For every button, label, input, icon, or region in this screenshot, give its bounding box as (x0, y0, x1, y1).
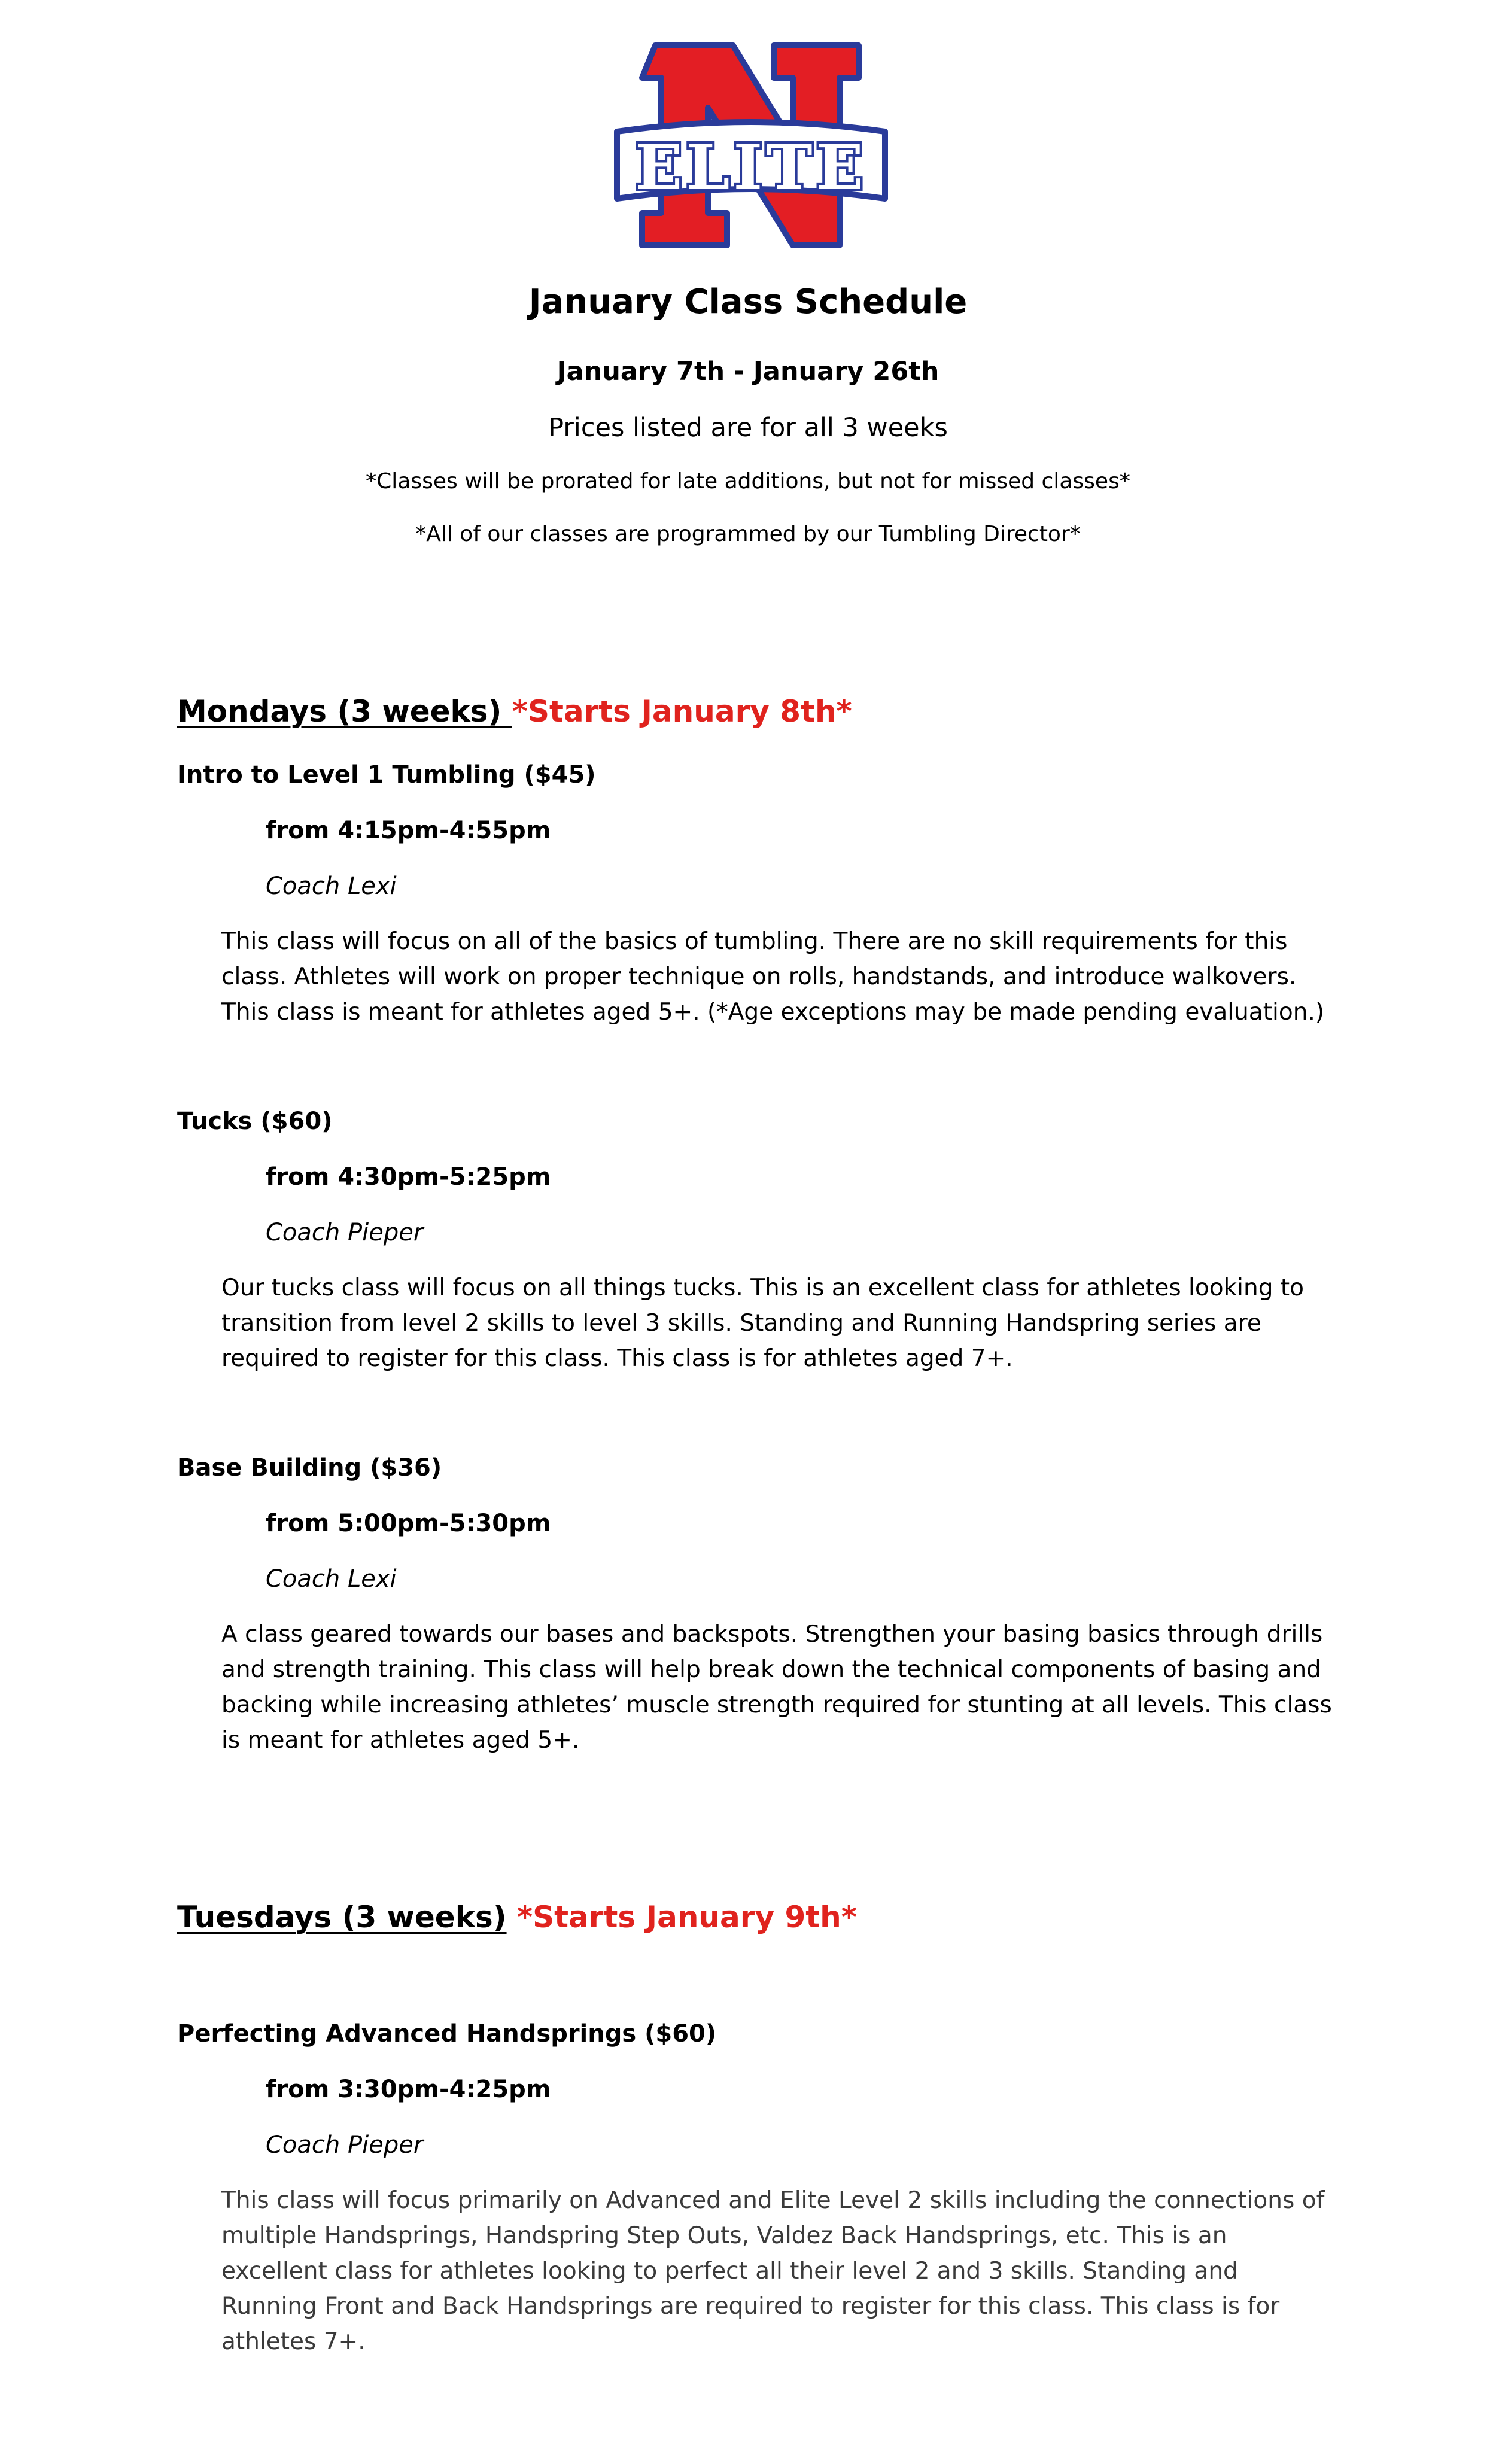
day-label: Tuesdays (3 weeks) (177, 1900, 507, 1934)
class-description: This class will focus primarily on Advanced and Elite Level 2 skills including the connections of multiple Handsprings, Handspring Step Outs, Valdez Back Handsprings, etc. This is an excellent class for athletes looking to perfect all their level 2 and 3 skills. Standing and Running Front and Back Handsprings are required to register for this class. This class is for athletes 7+. (221, 2187, 1325, 2355)
class-coach: Coach Pieper (266, 1219, 424, 1246)
class-name: Tucks ($60) (177, 1108, 333, 1135)
day-label: Mondays (3 weeks) (177, 694, 512, 729)
class-name: Perfecting Advanced Handsprings ($60) (177, 2020, 717, 2048)
class-coach: Coach Lexi (266, 872, 397, 900)
class-coach: Coach Pieper (266, 2131, 424, 2159)
class-name: Base Building ($36) (177, 1454, 442, 1482)
class-time: from 4:15pm-4:55pm (266, 817, 551, 844)
start-note: *Starts January 8th* (512, 694, 852, 729)
class-name: Intro to Level 1 Tumbling ($45) (177, 761, 596, 789)
class-coach: Coach Lexi (266, 1565, 397, 1593)
class-time: from 4:30pm-5:25pm (266, 1163, 551, 1191)
class-description: Our tucks class will focus on all things tucks. This is an excellent class for athletes looking to transition from level 2 skills to level 3 skills. Standing and Running Handspring series are required to register for this class. This class is for athletes aged 7+. (221, 1274, 1305, 1372)
date-range: January 7th - January 26th (557, 357, 939, 387)
day-heading-mondays (177, 694, 852, 729)
logo-text: ELITE (635, 130, 867, 204)
day-heading-tuesdays (177, 1900, 857, 1934)
elite-logo (613, 42, 889, 251)
price-note: Prices listed are for all 3 weeks (548, 413, 948, 443)
class-description: This class will focus on all of the basics of tumbling. There are no skill requirements for this class. Athletes will work on proper technique on rolls, handstands, and introduce walkovers. This class is meant for athletes aged 5+. (*Age exceptions may be made pending evaluation.) (221, 928, 1325, 1026)
class-time: from 5:00pm-5:30pm (266, 1510, 551, 1537)
prorate-note: *Classes will be prorated for late additions, but not for missed classes* (366, 469, 1130, 494)
page-title: January Class Schedule (528, 282, 968, 321)
class-description: A class geared towards our bases and backspots. Strengthen your basing basics through drills and strength training. This class will help break down the technical components of basing and backing while increasing athletes’ muscle strength required for stunting at all levels. This class is meant for athletes aged 5+. (221, 1621, 1332, 1754)
program-note: *All of our classes are programmed by our Tumbling Director* (415, 522, 1081, 546)
class-time: from 3:30pm-4:25pm (266, 2076, 551, 2103)
start-note: *Starts January 9th* (516, 1900, 857, 1934)
